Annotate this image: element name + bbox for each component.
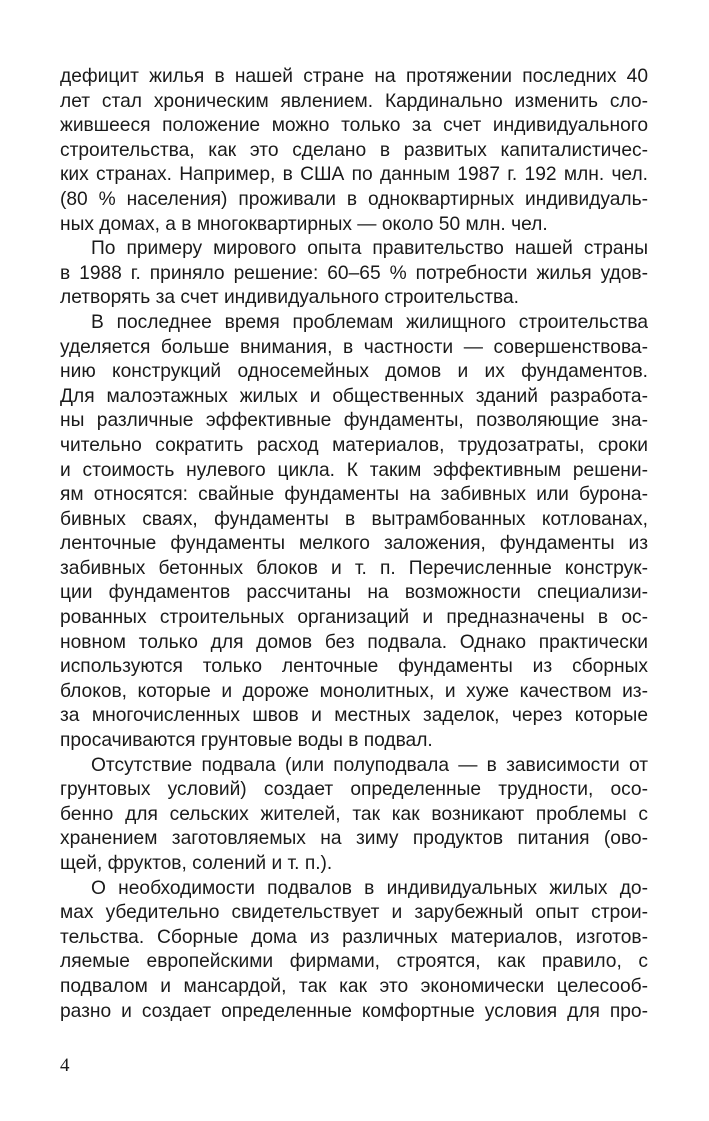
text-line: ленточные фундаменты мелкого заложения, фундаменты из (60, 533, 648, 555)
text-line: забивных бетонных блоков и т. п. Перечисленные конструк- (60, 557, 648, 579)
text-line: щей, фруктов, солений и т. п.). (60, 853, 333, 874)
text-line: рованных строительных организаций и предназначены в ос- (60, 607, 648, 629)
text-line: грунтовых условий) создает определенные трудности, осо- (60, 779, 648, 801)
text-line: Для малоэтажных жилых и общественных зданий разработа- (60, 385, 648, 407)
text-line: ных домах, а в многоквартирных — около 50 млн. чел. (60, 213, 548, 235)
text-line: жившееся положение можно только за счет индивидуального (60, 115, 648, 137)
text-line: уделяется больше внимания, в частности — совершенствова- (60, 336, 648, 358)
text-line: хранением заготовляемых на зиму продуктов питания (ово- (60, 828, 648, 850)
paragraph-3 (60, 311, 648, 754)
text-line: мах убедительно свидетельствует и зарубежный опыт строи- (60, 902, 648, 924)
text-line: ны различные эффективные фундаменты, позволяющие зна- (60, 410, 648, 432)
text-line: дефицит жилья в нашей стране на протяжении последних 40 (60, 66, 648, 87)
paragraph-4 (60, 754, 648, 877)
text-line: (80 % населения) проживали в одноквартирных индивидуаль- (60, 188, 648, 210)
page-number: 4 (60, 1055, 70, 1076)
text-line: По примеру мирового опыта правительство нашей страны (91, 238, 648, 260)
text-line: летворять за счет индивидуального строительства. (60, 287, 519, 309)
text-line: ких странах. Например, в США по данным 1987 г. 192 млн. чел. (60, 164, 648, 186)
text-line: используются только ленточные фундаменты из сборных (60, 656, 648, 678)
text-line: нию конструкций односемейных домов и их фундаментов. (60, 361, 648, 383)
text-line: тельства. Сборные дома из различных материалов, изготов- (60, 926, 648, 948)
text-line: О необходимости подвалов в индивидуальных жилых до- (91, 877, 648, 899)
paragraph-5 (60, 877, 648, 1025)
text-line: блоков, которые и дороже монолитных, и хуже качеством из- (60, 680, 648, 702)
text-line: чительно сократить расход материалов, трудозатраты, сроки (60, 434, 648, 456)
text-line: просачиваются грунтовые воды в подвал. (60, 730, 433, 752)
text-line: в 1988 г. приняло решение: 60–65 % потребности жилья удов- (60, 262, 648, 284)
paragraph-2 (60, 237, 648, 311)
text-line: новном только для домов без подвала. Однако практически (60, 631, 648, 653)
text-line: ляемые европейскими фирмами, строятся, как правило, с (60, 951, 648, 973)
text-line: бенно для сельских жителей, так как возникают проблемы с (60, 803, 648, 825)
text-line: и стоимость нулевого цикла. К таким эффективным решени- (60, 459, 648, 481)
text-line: бивных сваях, фундаменты в вытрамбованных котлованах, (60, 508, 648, 530)
text-line: подвалом и мансардой, так как это экономически целесооб- (60, 975, 648, 997)
paragraph-1 (60, 65, 648, 237)
text-line: за многочисленных швов и местных заделок, через которые (60, 705, 648, 727)
text-line: В последнее время проблемам жилищного строительства (91, 311, 648, 333)
text-line: лет стал хроническим явлением. Кардинально изменить сло- (60, 90, 648, 112)
text-line: строительства, как это сделано в развитых капиталистичес- (60, 139, 648, 161)
text-line: разно и создает определенные комфортные условия для про- (60, 1000, 648, 1022)
text-line: ции фундаментов рассчитаны на возможности специализи- (60, 582, 648, 604)
text-line: Отсутствие подвала (или полуподвала — в зависимости от (91, 754, 648, 776)
page-body (60, 65, 648, 1024)
text-line: ям относятся: свайные фундаменты на забивных или бурона- (60, 484, 648, 506)
